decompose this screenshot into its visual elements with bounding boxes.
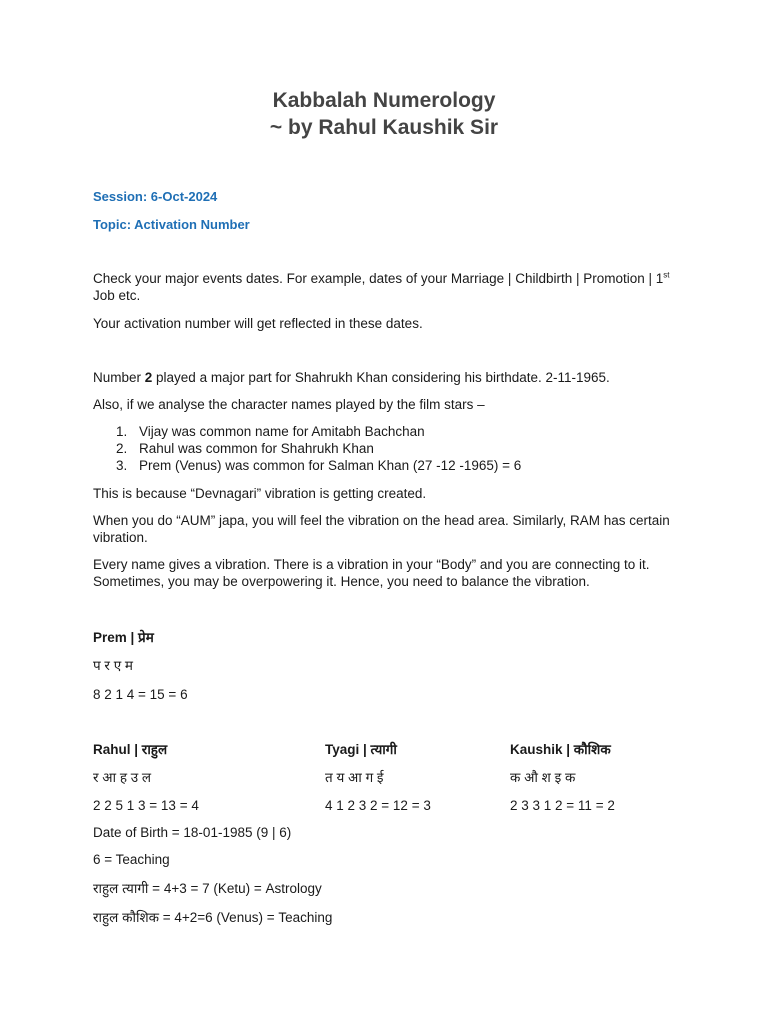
doc-title-line2: ~ by Rahul Kaushik Sir [269,116,499,139]
list-item [116,423,425,440]
paragraph-major-events-text: Check your major events dates. For example, dates of your Marriage | Childbirth | Promotion | 1 [93,271,664,286]
rahul-kaushik-line: राहुल कौशिक = 4+2=6 (Venus) = Teaching [93,910,333,925]
paragraph-major-events [93,270,678,304]
prem-calc: 8 2 1 4 = 15 = 6 [93,687,188,702]
kaushik-letters: क औ श इ क [510,770,576,785]
rahul-heading-hi: | राहुल [130,742,168,757]
rahul-calc: 2 2 5 1 3 = 13 = 4 [93,798,199,813]
rahul-heading [93,741,167,758]
number-two-bold: 2 [144,370,153,385]
topic-heading: Topic: Activation Number [93,217,250,232]
tyagi-heading-en: Tyagi [325,742,360,757]
paragraph-number-two [93,369,678,386]
date-of-birth: Date of Birth = 18-01-1985 (9 | 6) [93,825,292,840]
list-item-text: Vijay was common name for Amitabh Bachchan [139,424,425,439]
paragraph-devnagari: This is because “Devnagari” vibration is getting created. [93,486,427,501]
teaching-line: 6 = Teaching [93,852,170,867]
list-item-number: 1. [116,424,128,439]
kaushik-heading-hi: | कौशिक [562,742,611,757]
rahul-letters: र आ ह उ ल [93,770,152,785]
doc-title-line1: Kabbalah Numerology [272,89,496,112]
tyagi-calc: 4 1 2 3 2 = 12 = 3 [325,798,431,813]
tyagi-heading-hi: | त्यागी [359,742,397,757]
prem-heading-en: Prem [93,630,127,645]
list-item-text: Prem (Venus) was common for Salman Khan (27 -12 -1965) = 6 [139,458,522,473]
list-item [116,457,521,474]
paragraph-vibration: Every name gives a vibration. There is a vibration in your “Body” and you are connecting to it. Sometimes, you may be overpowering it. Hence, you need to balance the vibration. [93,557,650,589]
rahul-heading-en: Rahul [93,742,131,757]
rahul-tyagi-line: राहुल त्यागी = 4+3 = 7 (Ketu) = Astrology [93,881,322,896]
kaushik-heading [510,741,611,758]
paragraph-activation: Your activation number will get reflected in these dates. [93,316,423,331]
prem-heading-hi: | प्रेम [126,630,154,645]
list-item [116,440,374,457]
ordinal-suffix: st [663,270,670,280]
kaushik-heading-en: Kaushik [510,742,563,757]
tyagi-letters: त य आ ग ई [325,770,384,785]
number-two-pre: Number [93,370,145,385]
paragraph-aum: When you do “AUM” japa, you will feel the vibration on the head area. Similarly, RAM has certain vibration. [93,513,670,545]
paragraph-major-events-tail: Job etc. [93,288,141,303]
number-two-post: played a major part for Shahrukh Khan considering his birthdate. 2-11-1965. [152,370,610,385]
list-item-number: 3. [116,458,128,473]
kaushik-calc: 2 3 3 1 2 = 11 = 2 [510,798,615,813]
tyagi-heading [325,741,397,758]
paragraph-character-names: Also, if we analyse the character names played by the film stars – [93,397,485,412]
list-item-text: Rahul was common for Shahrukh Khan [139,441,374,456]
list-item-number: 2. [116,441,128,456]
prem-letters: प र ए म [93,658,133,673]
session-date: Session: 6-Oct-2024 [93,189,218,204]
prem-heading [93,629,154,646]
